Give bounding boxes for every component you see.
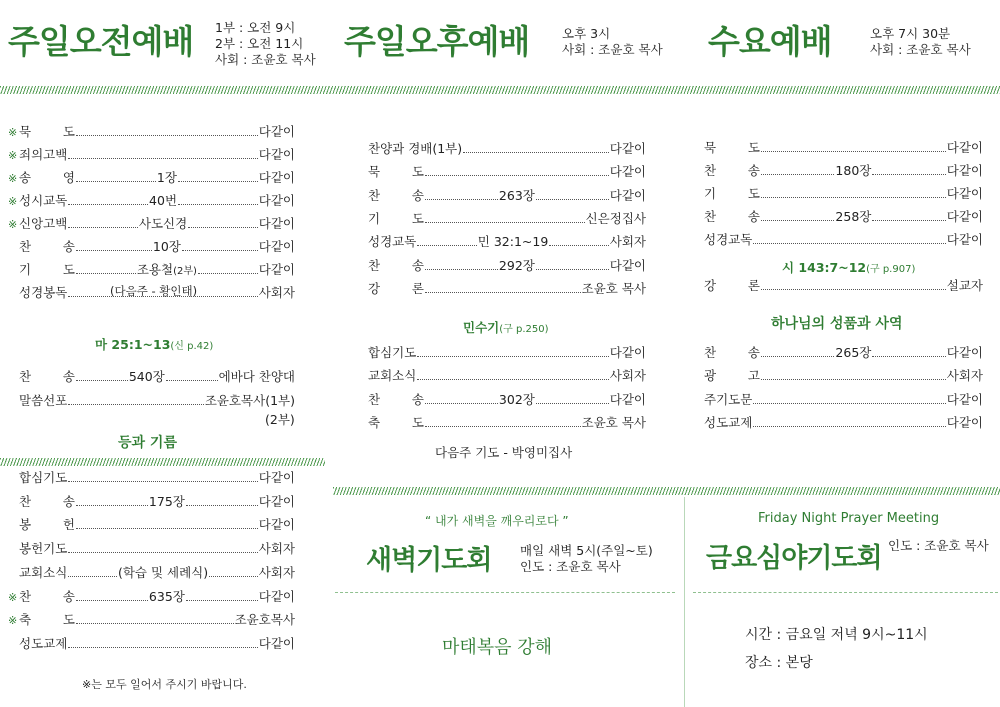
leader-dots <box>76 528 258 529</box>
standing-mark: ※ <box>8 590 18 604</box>
standing-mark: ※ <box>8 195 18 208</box>
leader-dots <box>188 227 258 228</box>
leader-dots <box>76 135 258 136</box>
order-label: 광 고 <box>704 368 760 384</box>
order-responsible: 조윤호 목사 <box>581 414 646 430</box>
order-responsible: 조윤호목사(1부) <box>204 393 295 408</box>
order-label: 합심기도 <box>19 470 68 485</box>
leader-dots <box>68 404 204 405</box>
leader-dots <box>872 220 945 221</box>
order-responsible: 다같이 <box>609 257 647 273</box>
order-responsible: 다같이 <box>258 588 296 604</box>
leader-dots <box>68 481 257 482</box>
afternoon-next-prayer: 다음주 기도 - 박영미집사 <box>435 445 573 460</box>
order-row <box>8 516 295 534</box>
order-detail: 265장 <box>835 345 872 360</box>
morning-divider <box>0 458 325 466</box>
morning-scripture <box>95 335 213 353</box>
order-responsible: 다같이 <box>258 216 296 231</box>
order-label: 묵 도 <box>368 164 424 180</box>
order-responsible: 사회자 <box>258 541 295 557</box>
order-label: 봉 헌 <box>19 517 75 533</box>
wednesday-info-line: 오후 7시 30분 <box>870 26 951 41</box>
order-row <box>368 187 646 205</box>
leader-dots <box>209 576 258 577</box>
order-responsible: 다같이 <box>609 187 647 203</box>
order-label: 죄의고백 <box>19 147 68 162</box>
standing-mark: ※ <box>8 614 18 628</box>
leader-dots <box>68 552 257 553</box>
order-detail: 258장 <box>835 209 872 224</box>
leader-dots <box>68 158 257 159</box>
order-detail: 263장 <box>498 187 535 203</box>
order-detail: 180장 <box>835 163 872 178</box>
leader-dots <box>761 197 946 198</box>
dawn-study-title: 마태복음 강해 <box>442 637 553 658</box>
order-row <box>368 391 646 409</box>
order-label: 찬 송 <box>704 345 760 360</box>
leader-dots <box>425 426 581 427</box>
leader-dots <box>761 151 946 152</box>
leader-dots <box>76 505 148 506</box>
order-responsible: 다같이 <box>609 345 646 360</box>
order-responsible: 다같이 <box>258 517 295 533</box>
order-row <box>704 391 983 409</box>
order-row <box>368 210 646 228</box>
order-row <box>8 611 295 629</box>
order-row <box>8 261 295 279</box>
order-row <box>368 344 646 362</box>
order-row <box>8 368 295 386</box>
leader-dots <box>761 289 946 290</box>
order-label: 기 도 <box>704 186 760 201</box>
morning-service-info <box>215 20 316 68</box>
order-row <box>704 162 983 180</box>
panel-separator <box>684 497 685 707</box>
order-label: 찬 송 <box>704 163 760 178</box>
order-label: 묵 도 <box>19 124 75 139</box>
order-detail: 302장 <box>498 391 535 407</box>
order-detail: 민 32:1~19 <box>477 234 549 250</box>
order-label: 성도교제 <box>19 635 68 651</box>
afternoon-sermon <box>463 318 549 336</box>
order-label: 기 도 <box>368 210 424 226</box>
leader-dots <box>68 227 138 228</box>
leader-dots <box>463 152 609 153</box>
order-responsible: 다같이 <box>258 493 296 509</box>
order-responsible: 사회자 <box>609 368 646 384</box>
wednesday-sermon-title: 하나님의 성품과 사역 <box>771 316 903 332</box>
leader-dots <box>536 199 609 200</box>
leader-dots <box>872 356 945 357</box>
order-responsible: 조윤호 목사 <box>581 280 646 296</box>
order-responsible: 에바다 찬양대 <box>218 369 295 384</box>
wednesday-scripture-text: 시 143:7~12 <box>782 260 867 275</box>
leader-dots <box>417 356 608 357</box>
leader-dots <box>549 245 608 246</box>
order-row <box>8 540 295 558</box>
standing-mark: ※ <box>8 172 18 185</box>
next-week-prayer-note: (다음주 - 황인태) <box>110 284 198 298</box>
leader-dots <box>753 243 945 244</box>
order-label: 찬 송 <box>368 187 424 203</box>
order-label: 합심기도 <box>368 345 417 360</box>
friday-title: 금요심야기도회 <box>706 543 882 574</box>
order-row <box>704 185 983 203</box>
order-responsible: 다같이 <box>258 124 295 139</box>
order-responsible: 사회자 <box>258 564 296 580</box>
leader-dots <box>425 199 498 200</box>
order-responsible: 다같이 <box>258 262 296 277</box>
standing-mark: ※ <box>8 218 18 231</box>
afternoon-info-line: 오후 3시 <box>562 26 611 41</box>
standing-mark: ※ <box>8 149 18 162</box>
order-detail: 40번 <box>149 193 178 208</box>
order-label: 찬 송 <box>19 239 75 254</box>
leader-dots <box>68 576 117 577</box>
order-detail: 사도신경 <box>138 216 188 231</box>
leader-dots <box>76 250 152 251</box>
leader-dots <box>753 426 945 427</box>
leader-dots <box>76 380 128 381</box>
leader-dots <box>536 269 609 270</box>
order-row <box>704 367 983 385</box>
morning-info-line: 2부 : 오전 11시 <box>215 36 304 51</box>
morning-info-line: 1부 : 오전 9시 <box>215 20 296 35</box>
leader-dots <box>425 269 498 270</box>
wednesday-service-title: 수요예배 <box>708 22 832 61</box>
order-responsible: 설교자 <box>946 278 983 293</box>
order-row <box>368 257 646 275</box>
order-row <box>8 564 295 582</box>
order-responsible: 다같이 <box>946 186 983 201</box>
order-label: 강 론 <box>704 278 760 293</box>
leader-dots <box>417 379 608 380</box>
friday-place: 장소 : 본당 <box>745 655 813 671</box>
order-row <box>8 123 295 141</box>
order-responsible: 다같이 <box>258 193 295 208</box>
leader-dots <box>178 204 258 205</box>
leader-dots <box>76 273 136 274</box>
order-label: 묵 도 <box>704 140 760 155</box>
morning-service-title: 주일오전예배 <box>8 22 194 61</box>
order-row <box>8 192 295 210</box>
order-responsible: 조윤호목사 <box>234 612 295 628</box>
order-responsible: 다같이 <box>609 391 647 407</box>
leader-dots <box>198 273 258 274</box>
order-responsible: 다같이 <box>946 209 984 224</box>
order-row <box>8 146 295 164</box>
order-row <box>368 367 646 385</box>
order-detail: 292장 <box>498 257 535 273</box>
leader-dots <box>186 505 258 506</box>
order-responsible: 다같이 <box>946 163 984 178</box>
afternoon-sermon-text: 민수기 <box>463 320 500 335</box>
order-row <box>8 169 295 187</box>
dawn-info <box>520 543 653 575</box>
order-row <box>8 588 295 606</box>
order-detail: 10장 <box>152 239 181 254</box>
order-row <box>704 139 983 157</box>
order-responsible: 신은정집사 <box>585 210 646 226</box>
wednesday-info-line: 사회 : 조윤호 목사 <box>870 42 971 57</box>
leader-dots <box>872 174 945 175</box>
leader-dots <box>761 220 834 221</box>
order-row <box>8 493 295 511</box>
order-responsible: 다같이 <box>258 147 295 162</box>
leader-dots <box>425 222 585 223</box>
order-responsible: 다같이 <box>946 345 984 360</box>
order-label: 축 도 <box>368 414 424 430</box>
order-responsible: 다같이 <box>258 470 295 485</box>
leader-dots <box>417 245 476 246</box>
wednesday-service-info <box>870 26 971 58</box>
order-row <box>704 344 983 362</box>
order-responsible: 다같이 <box>946 140 983 155</box>
order-row <box>368 280 646 298</box>
standing-mark: ※ <box>8 126 18 139</box>
order-row <box>368 233 646 251</box>
order-detail-note: (2부) <box>173 266 197 277</box>
order-responsible: 다같이 <box>258 170 296 185</box>
order-responsible: 다같이 <box>258 239 295 254</box>
order-responsible: 사회자 <box>258 285 295 300</box>
order-label: 주기도문 <box>704 391 753 407</box>
order-detail: 635장 <box>148 588 185 604</box>
order-responsible: 사회자 <box>946 368 983 384</box>
leader-dots <box>425 403 498 404</box>
leader-dots <box>166 380 218 381</box>
order-row <box>704 231 983 249</box>
morning-scripture-text: 마 25:1~13 <box>95 337 171 352</box>
order-label: 축 도 <box>19 612 75 628</box>
order-row <box>8 635 295 653</box>
wednesday-scripture-ref: (구 p.907) <box>866 264 916 275</box>
morning-scripture-ref: (신 p.42) <box>170 341 214 352</box>
order-label: 찬 송 <box>19 493 75 509</box>
order-responsible: 다같이 <box>258 635 295 651</box>
leader-dots <box>536 403 609 404</box>
leader-dots <box>186 600 258 601</box>
morning-sermon-title: 등과 기름 <box>118 435 177 451</box>
leader-dots <box>76 600 148 601</box>
leader-dots <box>178 181 258 182</box>
order-row <box>704 414 983 432</box>
order-label: 말씀선포 <box>19 393 68 408</box>
dawn-quote: “ 내가 새벽을 깨우리로다 ” <box>425 514 569 528</box>
order-detail: 540장 <box>128 369 165 384</box>
leader-dots <box>425 292 581 293</box>
leader-dots <box>68 647 257 648</box>
order-row <box>704 277 983 295</box>
order-label: 봉헌기도 <box>19 541 68 557</box>
friday-time: 시간 : 금요일 저녁 9시~11시 <box>745 627 928 643</box>
order-label: 교회소식 <box>19 564 68 580</box>
order-label: 찬양과 경배(1부) <box>368 141 463 156</box>
order-label: 성도교제 <box>704 414 753 430</box>
order-responsible: 다같이 <box>946 414 983 430</box>
order-detail: 175장 <box>148 493 185 509</box>
dawn-info-line: 매일 새벽 5시(주일~토) <box>520 543 653 558</box>
order-detail: (학습 및 세례식) <box>117 564 209 580</box>
order-row <box>8 469 295 487</box>
order-responsible: 다같이 <box>609 141 646 156</box>
leader-dots <box>761 356 834 357</box>
friday-subtitle: Friday Night Prayer Meeting <box>758 511 940 526</box>
order-label: 강 론 <box>368 280 424 296</box>
morning-info-line: 사회 : 조윤호 목사 <box>215 52 316 67</box>
afternoon-sermon-ref: (구 p.250) <box>499 324 549 335</box>
order-label: 송 영 <box>19 170 75 185</box>
afternoon-info-line: 사회 : 조윤호 목사 <box>562 42 663 57</box>
leader-dots <box>76 181 156 182</box>
order-responsible: 다같이 <box>609 164 646 180</box>
friday-leader: 인도 : 조윤호 목사 <box>888 538 989 553</box>
leader-dots <box>425 175 609 176</box>
dawn-dashline <box>335 592 675 593</box>
leader-dots <box>76 623 234 624</box>
order-responsible: 다같이 <box>946 232 983 247</box>
order-label: 기 도 <box>19 262 75 277</box>
friday-dashline <box>693 592 998 593</box>
order-row <box>704 208 983 226</box>
wednesday-scripture <box>782 258 915 276</box>
order-responsible: 다같이 <box>946 391 983 407</box>
standing-note: ※는 모두 일어서 주시기 바랍니다. <box>82 678 247 691</box>
order-label: 찬 송 <box>368 257 424 273</box>
order-row <box>368 414 646 432</box>
order-row <box>8 238 295 256</box>
header-divider <box>0 86 1000 94</box>
order-label: 교회소식 <box>368 368 417 384</box>
order-label: 성경봉독 <box>19 285 68 300</box>
second-service-label: (2부) <box>265 412 295 427</box>
order-responsible: 사회자 <box>609 234 647 250</box>
order-row <box>8 215 295 233</box>
leader-dots <box>182 250 258 251</box>
dawn-info-line: 인도 : 조윤호 목사 <box>520 559 621 574</box>
order-detail: 1장 <box>156 170 177 185</box>
order-label: 찬 송 <box>704 209 760 224</box>
order-label: 찬 송 <box>368 391 424 407</box>
order-label: 찬 송 <box>19 588 75 604</box>
order-row <box>368 163 646 181</box>
order-row <box>8 392 295 410</box>
afternoon-service-title: 주일오후예배 <box>344 22 530 61</box>
order-label: 신앙고백 <box>19 216 68 231</box>
leader-dots <box>68 204 148 205</box>
order-label: 찬 송 <box>19 369 75 384</box>
order-label: 성경교독 <box>704 232 753 247</box>
leader-dots <box>753 403 945 404</box>
dawn-title: 새벽기도회 <box>366 545 492 576</box>
order-detail: 조용철 <box>136 262 174 277</box>
leader-dots <box>761 174 834 175</box>
order-row <box>368 140 646 158</box>
order-label: 성경교독 <box>368 234 417 250</box>
leader-dots <box>761 379 946 380</box>
bottom-divider <box>333 487 1000 495</box>
afternoon-service-info <box>562 26 663 58</box>
order-label: 성시교독 <box>19 193 68 208</box>
